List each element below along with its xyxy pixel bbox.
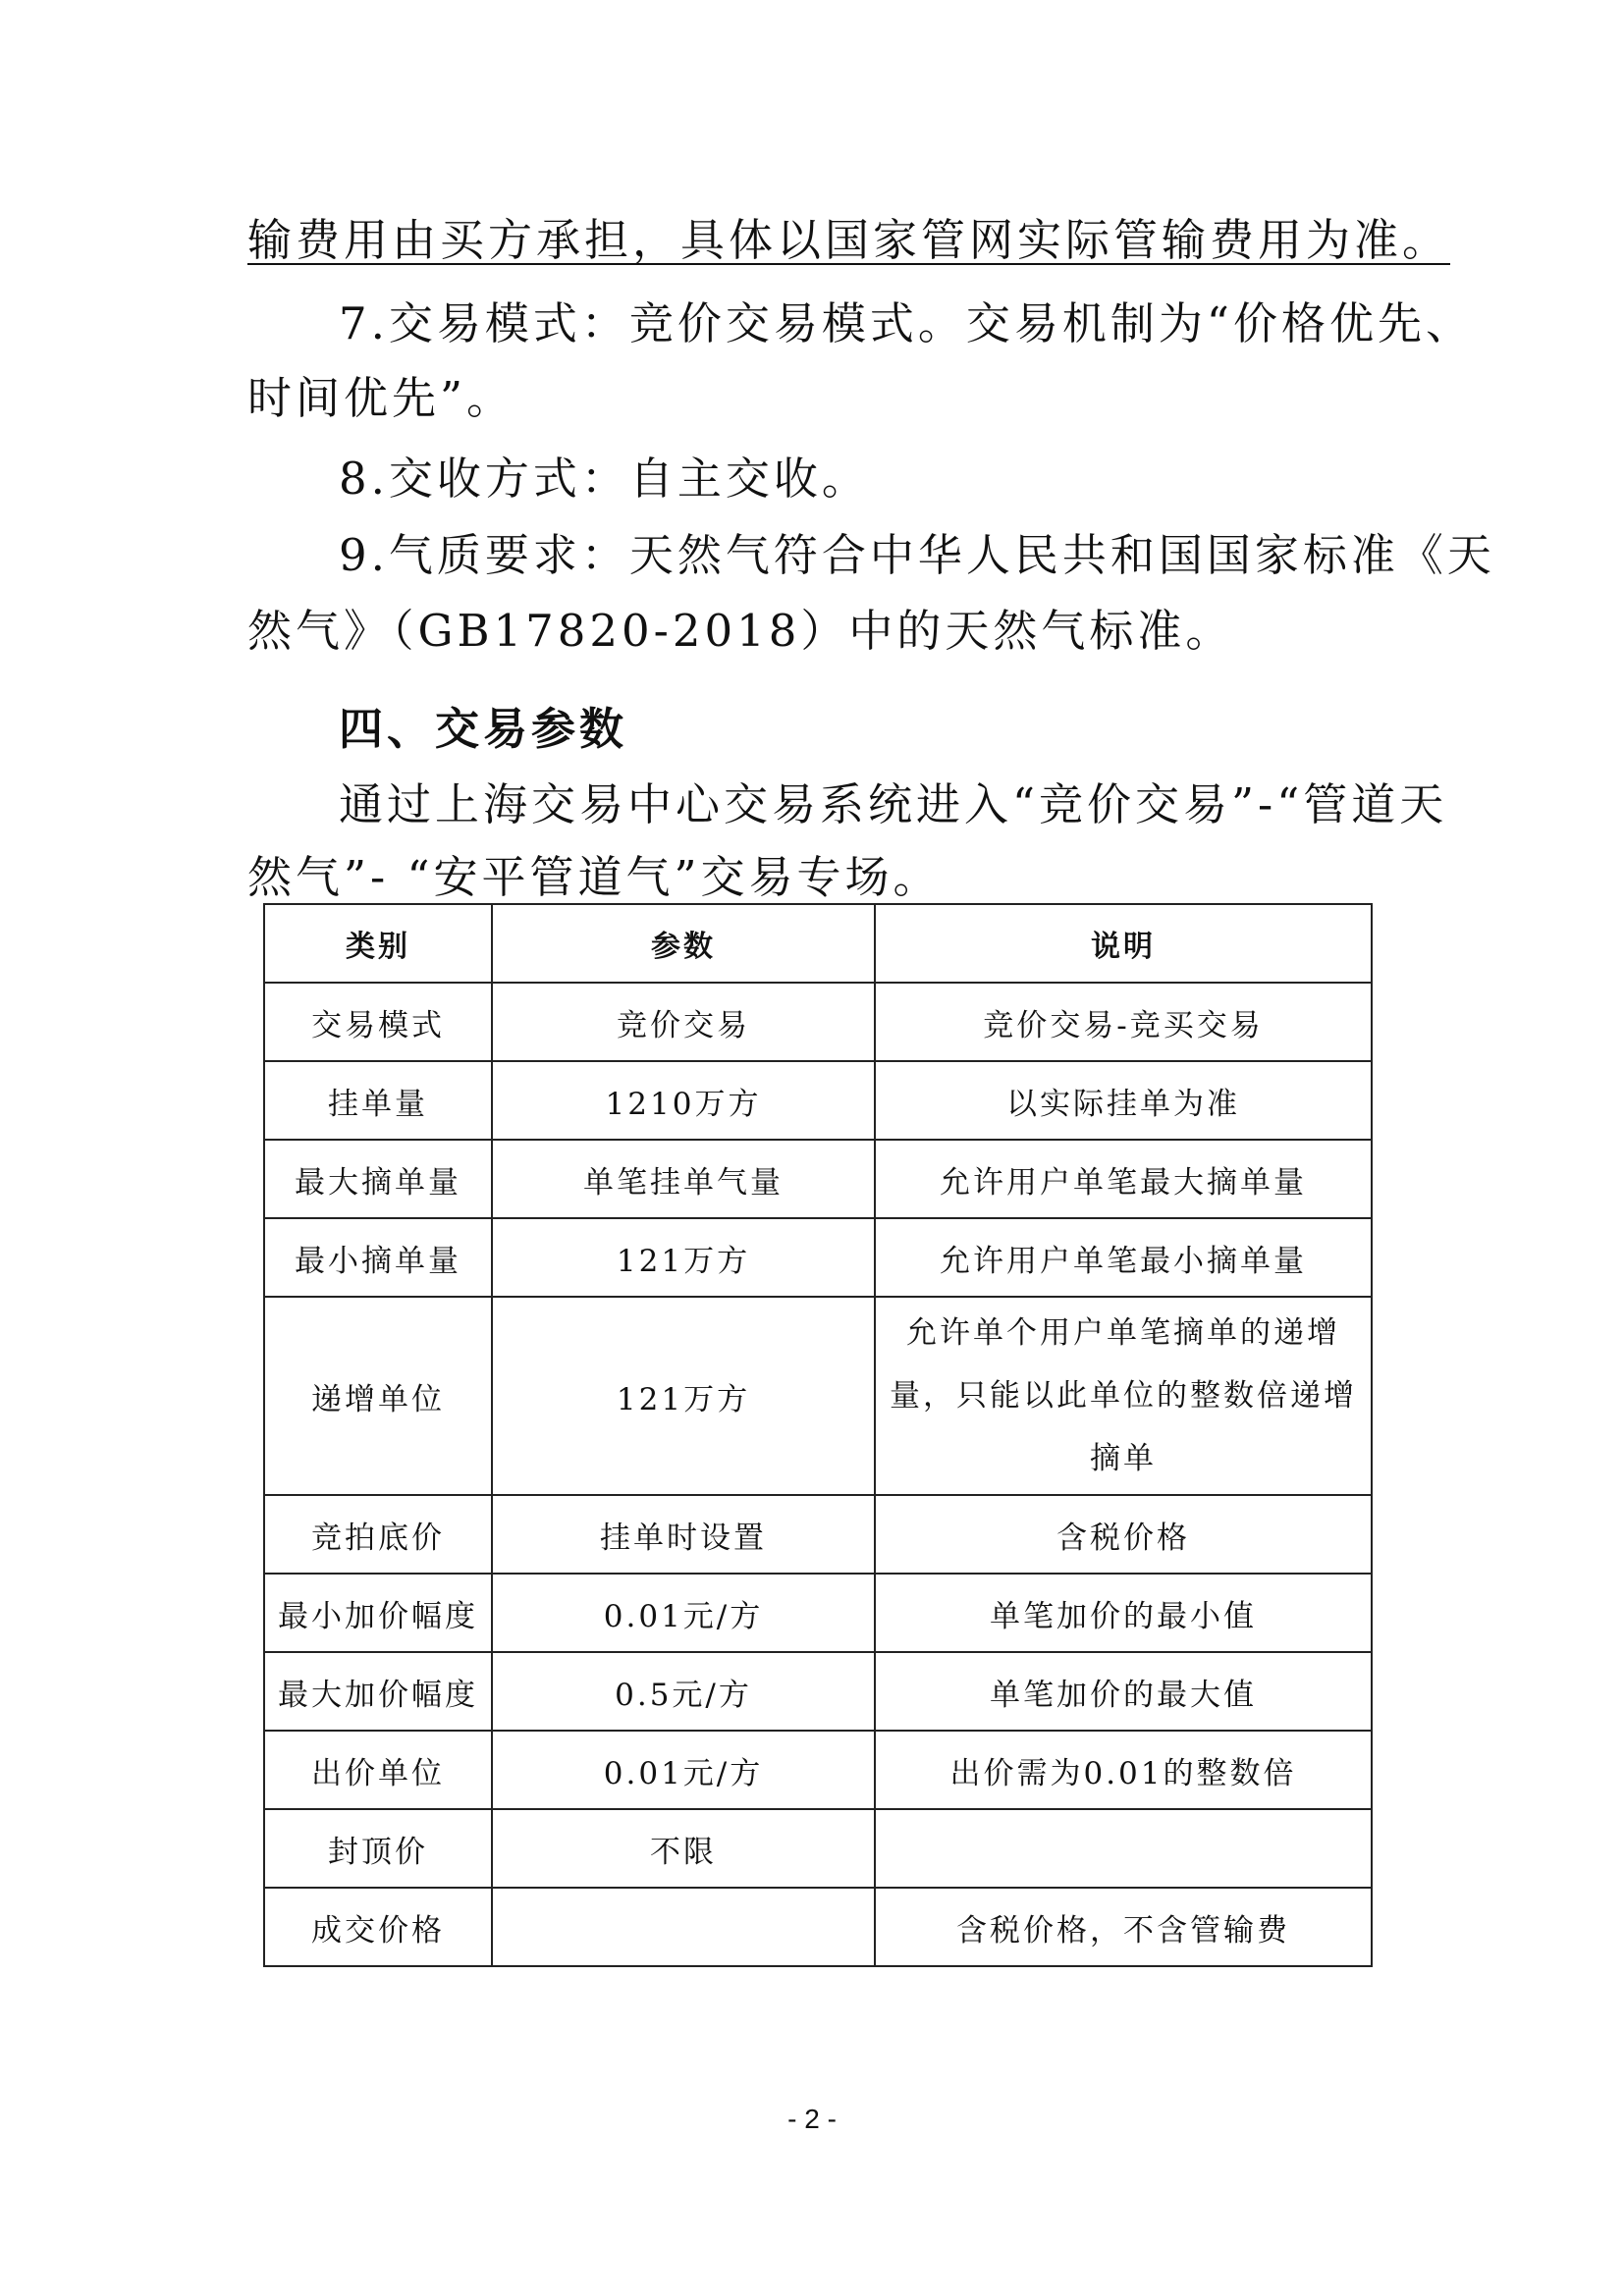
cell-parameter: 0.5元/方 <box>492 1652 875 1731</box>
trading-parameters-table <box>263 903 1373 1967</box>
cell-category: 交易模式 <box>264 983 492 1061</box>
cell-category: 封顶价 <box>264 1809 492 1888</box>
cell-parameter: 0.01元/方 <box>492 1731 875 1809</box>
table-row <box>264 1140 1372 1218</box>
page-number: - 2 - <box>787 2104 837 2134</box>
cell-description: 出价需为0.01的整数倍 <box>875 1731 1372 1809</box>
cell-category: 最大摘单量 <box>264 1140 492 1218</box>
table-row <box>264 1809 1372 1888</box>
table-row <box>264 1297 1372 1495</box>
table-row <box>264 1888 1372 1966</box>
table-header-row <box>264 904 1372 983</box>
cell-description: 允许用户单笔最小摘单量 <box>875 1218 1372 1297</box>
cell-description: 含税价格 <box>875 1495 1372 1574</box>
item-8: 8.交收方式：自主交收。 <box>339 453 870 505</box>
table-row <box>264 1731 1372 1809</box>
table-row <box>264 1218 1372 1297</box>
header-description: 说明 <box>875 904 1372 983</box>
cell-category: 出价单位 <box>264 1731 492 1809</box>
cell-category: 成交价格 <box>264 1888 492 1966</box>
header-category: 类别 <box>264 904 492 983</box>
cell-parameter <box>492 1888 875 1966</box>
cell-parameter: 121万方 <box>492 1218 875 1297</box>
item-9-line-1: 9.气质要求：天然气符合中华人民共和国国家标准《天 <box>339 529 1495 581</box>
cell-category: 最小加价幅度 <box>264 1574 492 1652</box>
cell-description: 以实际挂单为准 <box>875 1061 1372 1140</box>
cell-category: 递增单位 <box>264 1297 492 1495</box>
cell-description: 单笔加价的最小值 <box>875 1574 1372 1652</box>
cell-parameter: 挂单时设置 <box>492 1495 875 1574</box>
cell-category: 最大加价幅度 <box>264 1652 492 1731</box>
item-7-line-1: 7.交易模式：竞价交易模式。交易机制为“价格优先、 <box>339 297 1474 349</box>
cell-description: 允许用户单笔最大摘单量 <box>875 1140 1372 1218</box>
table-row <box>264 1495 1372 1574</box>
section-title: 四、交易参数 <box>339 703 628 755</box>
table-row <box>264 1652 1372 1731</box>
cell-description: 含税价格，不含管输费 <box>875 1888 1372 1966</box>
item-9-line-2: 然气》（GB17820-2018）中的天然气标准。 <box>247 605 1234 657</box>
paragraph-line: 输费用由买方承担，具体以国家管网实际管输费用为准。 <box>247 214 1451 266</box>
cell-description: 允许单个用户单笔摘单的递增量，只能以此单位的整数倍递增摘单 <box>875 1297 1372 1495</box>
cell-parameter: 不限 <box>492 1809 875 1888</box>
cell-parameter: 1210万方 <box>492 1061 875 1140</box>
cell-category: 竞拍底价 <box>264 1495 492 1574</box>
section-intro-line-2: 然气”- “安平管道气”交易专场。 <box>247 851 942 903</box>
cell-description <box>875 1809 1372 1888</box>
cell-category: 最小摘单量 <box>264 1218 492 1297</box>
cell-description: 单笔加价的最大值 <box>875 1652 1372 1731</box>
table-row <box>264 1574 1372 1652</box>
cell-parameter: 0.01元/方 <box>492 1574 875 1652</box>
table-row <box>264 1061 1372 1140</box>
item-7-line-2: 时间优先”。 <box>247 372 515 424</box>
section-intro-line-1: 通过上海交易中心交易系统进入“竞价交易”-“管道天 <box>339 778 1448 830</box>
cell-description: 竞价交易-竞买交易 <box>875 983 1372 1061</box>
cell-parameter: 竞价交易 <box>492 983 875 1061</box>
cell-parameter: 单笔挂单气量 <box>492 1140 875 1218</box>
header-parameter: 参数 <box>492 904 875 983</box>
cell-parameter: 121万方 <box>492 1297 875 1495</box>
cell-category: 挂单量 <box>264 1061 492 1140</box>
table-row <box>264 983 1372 1061</box>
